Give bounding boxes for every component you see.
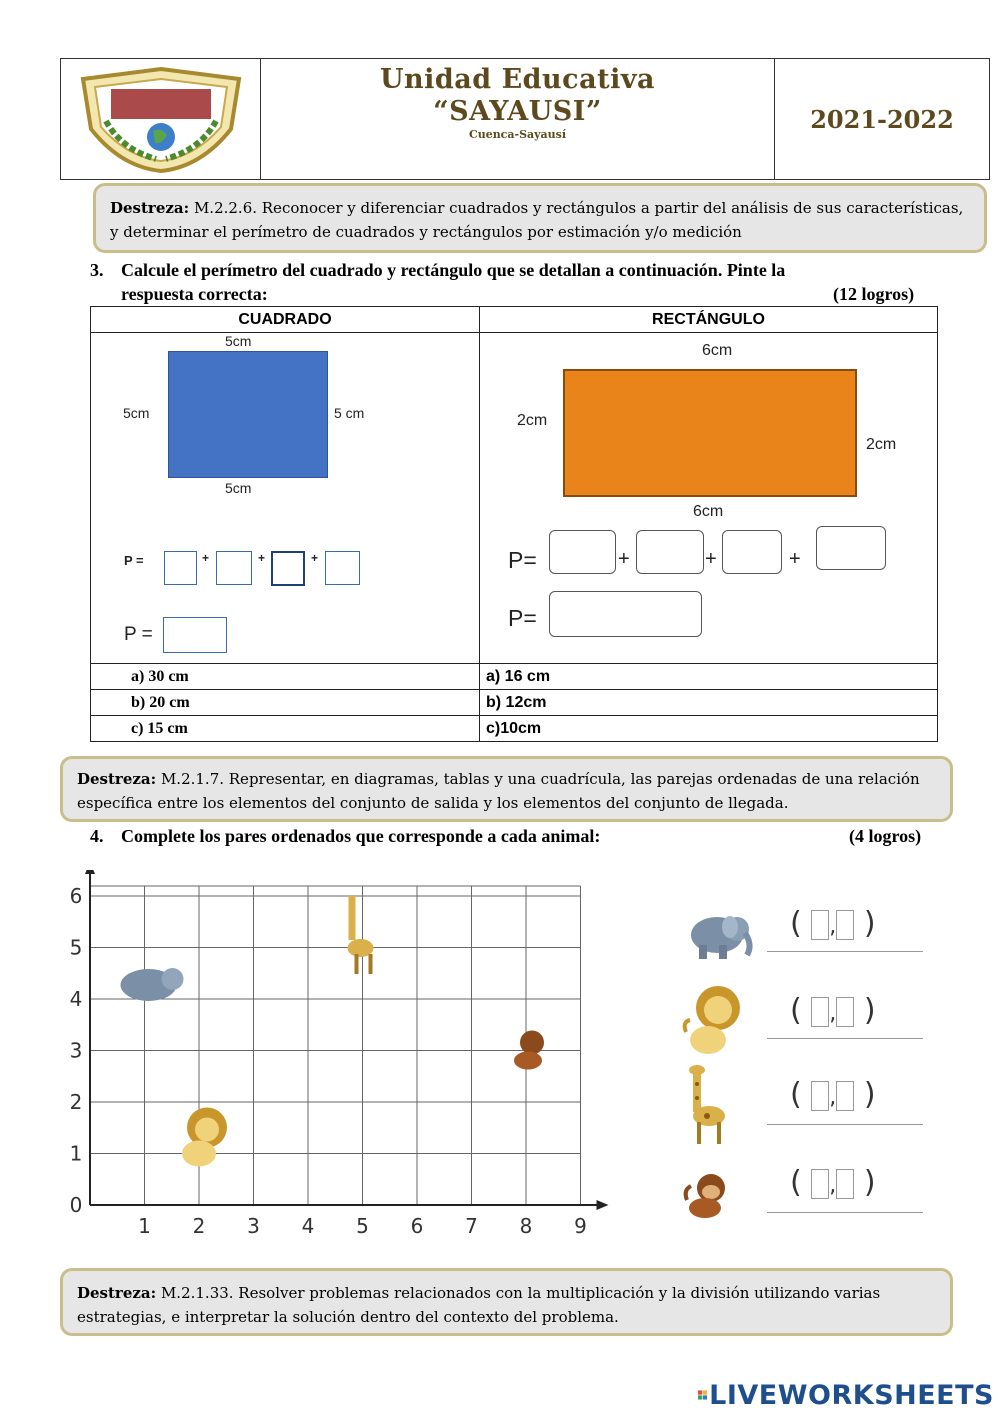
- square-option-a[interactable]: a) 30 cm: [91, 664, 480, 690]
- square-sum-label: P =: [124, 553, 144, 568]
- title-cell: [261, 59, 775, 179]
- orange-rectangle: [563, 369, 857, 497]
- pair-x-box[interactable]: [811, 1169, 829, 1199]
- square-answer-box-2[interactable]: [216, 551, 252, 585]
- lion-body: [182, 1141, 216, 1167]
- square-option-b[interactable]: b) 20 cm: [91, 690, 480, 716]
- y-axis-arrow: [85, 870, 95, 874]
- pair-y-box[interactable]: [836, 1081, 854, 1111]
- square-result-box[interactable]: [163, 617, 227, 653]
- rectangle-answer-box-3[interactable]: [722, 530, 782, 574]
- y-tick-label: 0: [69, 1193, 83, 1217]
- rectangle-sum-label: P=: [508, 547, 537, 573]
- square-answer-box-1[interactable]: [164, 551, 197, 585]
- rectangle-result-box[interactable]: [549, 591, 702, 637]
- lion-icon: [680, 982, 745, 1057]
- y-tick-label: 2: [69, 1090, 83, 1114]
- square-result-label: P =: [124, 624, 153, 645]
- rectangle-answer-box-4[interactable]: [816, 526, 886, 570]
- destreza-text: M.2.1.7. Representar, en diagramas, tablas y una cuadrícula, las parejas ordenadas de una relación específica entre los elementos del conjunto de salida y los elementos del conjunto de llegada.: [77, 770, 920, 812]
- question-3-number: 3.: [90, 260, 104, 280]
- destreza-text: M.2.2.6. Reconocer y diferenciar cuadrados y rectángulos a partir del análisis de sus características, y determinar el perímetro de cuadrados y rectángulos por estimación y/o medición: [110, 199, 964, 241]
- year-cell: [775, 59, 989, 179]
- elephant-head: [162, 968, 184, 990]
- x-tick-label: 8: [519, 1214, 533, 1238]
- lion-face: [195, 1118, 219, 1142]
- rectangle-option-c[interactable]: c)10cm: [480, 716, 938, 742]
- rectangle-header: RECTÁNGULO: [480, 307, 938, 333]
- rectangle-option-a[interactable]: a) 16 cm: [480, 664, 938, 690]
- monkey-body: [514, 1052, 542, 1070]
- comma: ,: [829, 1085, 837, 1110]
- y-tick-label: 5: [69, 935, 83, 960]
- destreza-text: M.2.1.33. Resolver problemas relacionados con la multiplicación y la división utilizando varias estrategias, e interpretar la solución dentro del contexto del problema.: [77, 1284, 881, 1326]
- school-name-line1: Unidad Educativa: [379, 64, 656, 95]
- underline: [767, 951, 923, 952]
- square-option-c[interactable]: c) 15 cm: [91, 716, 480, 742]
- rectangle-option-b[interactable]: b) 12cm: [480, 690, 938, 716]
- question-4-points: (4 logros): [849, 826, 922, 846]
- liveworksheets-icon: [698, 1382, 707, 1408]
- school-year: 2021-2022: [810, 104, 954, 134]
- square-left-label: 5cm: [123, 405, 150, 421]
- brand-name: LIVEWORKSHEETS: [709, 1379, 994, 1411]
- x-axis-arrow: [597, 1200, 609, 1210]
- x-tick-label: 7: [465, 1214, 478, 1238]
- destreza-label: Destreza:: [77, 1284, 157, 1302]
- x-tick-label: 4: [301, 1214, 315, 1238]
- question-3-line1: Calcule el perímetro del cuadrado y rectángulo que se detallan a continuación. Pinte la: [121, 260, 786, 280]
- giraffe-icon: [683, 1064, 733, 1146]
- pair-y-box[interactable]: [836, 997, 854, 1027]
- square-header: CUADRADO: [91, 307, 480, 333]
- rectangle-result-label: P=: [508, 605, 537, 631]
- y-tick-label: 6: [69, 884, 83, 908]
- destreza-label: Destreza:: [110, 199, 190, 217]
- coordinate-grid: [60, 870, 620, 1240]
- comma: ,: [829, 1001, 837, 1026]
- school-logo: [61, 59, 261, 179]
- y-tick-label: 1: [69, 1141, 83, 1166]
- plus-sign: +: [789, 548, 801, 570]
- plus-sign: +: [258, 551, 266, 565]
- destreza-box-3: [60, 1268, 953, 1336]
- pair-y-box[interactable]: [836, 910, 854, 940]
- pair-elephant: [790, 906, 876, 941]
- plus-sign: +: [705, 548, 717, 570]
- pair-monkey: [790, 1165, 876, 1200]
- underline: [767, 1038, 923, 1039]
- question-4-number: 4.: [90, 826, 104, 846]
- comma: ,: [829, 1173, 837, 1198]
- x-tick-label: 5: [356, 1214, 369, 1238]
- open-paren: (: [790, 993, 802, 1028]
- pair-x-box[interactable]: [811, 997, 829, 1027]
- underline: [767, 1124, 923, 1125]
- header-table: [60, 58, 990, 180]
- open-paren: (: [790, 906, 802, 941]
- plus-sign: +: [618, 548, 630, 570]
- close-paren: ): [863, 906, 876, 941]
- square-top-label: 5cm: [225, 333, 252, 349]
- giraffe-leg: [355, 954, 359, 974]
- logo-cell: [61, 59, 261, 179]
- pair-x-box[interactable]: [811, 1081, 829, 1111]
- comma: ,: [829, 914, 837, 939]
- x-tick-label: 6: [410, 1214, 424, 1238]
- square-answer-box-3[interactable]: [271, 551, 305, 586]
- monkey-marker: [520, 1031, 544, 1055]
- pair-lion: [790, 993, 876, 1028]
- rectangle-answer-box-1[interactable]: [549, 530, 616, 574]
- school-city: Cuenca-Sayausí: [468, 128, 567, 141]
- pair-x-box[interactable]: [811, 910, 829, 940]
- rectangle-bottom-label: 6cm: [693, 503, 724, 520]
- rectangle-left-label: 2cm: [517, 412, 548, 429]
- close-paren: ): [863, 1165, 876, 1200]
- open-paren: (: [790, 1165, 802, 1200]
- plus-sign: +: [202, 551, 210, 565]
- blue-square: [168, 351, 328, 478]
- pair-giraffe: [790, 1077, 876, 1112]
- y-tick-label: 3: [69, 1038, 83, 1063]
- close-paren: ): [863, 1077, 876, 1112]
- x-tick-label: 2: [192, 1214, 206, 1238]
- close-paren: ): [863, 993, 876, 1028]
- underline: [767, 1212, 923, 1213]
- square-answer-box-4[interactable]: [325, 551, 360, 585]
- question-3-line2: respuesta correcta:: [121, 284, 268, 304]
- x-tick-label: 9: [574, 1214, 587, 1238]
- question-4-text: Complete los pares ordenados que corresponde a cada animal:: [121, 826, 601, 846]
- school-name-line2: “SAYAUSI”: [433, 96, 602, 127]
- destreza-label: Destreza:: [77, 770, 157, 788]
- destreza-box-1: [93, 183, 987, 253]
- elephant-icon: [675, 905, 755, 965]
- rectangle-right-label: 2cm: [866, 436, 897, 453]
- giraffe-leg: [369, 954, 373, 974]
- rectangle-answer-box-2[interactable]: [636, 530, 704, 574]
- monkey-icon: [681, 1170, 736, 1220]
- pair-y-box[interactable]: [836, 1169, 854, 1199]
- plus-sign: +: [311, 551, 319, 565]
- liveworksheets-logo: [698, 1377, 994, 1413]
- rectangle-top-label: 6cm: [702, 342, 733, 359]
- giraffe-neck: [349, 896, 356, 940]
- destreza-box-2: [60, 756, 953, 822]
- y-tick-label: 4: [69, 987, 83, 1011]
- x-tick-label: 3: [247, 1214, 260, 1238]
- x-tick-label: 1: [138, 1214, 151, 1238]
- open-paren: (: [790, 1077, 802, 1112]
- square-right-label: 5 cm: [334, 405, 365, 421]
- question-3-points: (12 logros): [833, 284, 915, 304]
- square-bottom-label: 5cm: [225, 480, 252, 496]
